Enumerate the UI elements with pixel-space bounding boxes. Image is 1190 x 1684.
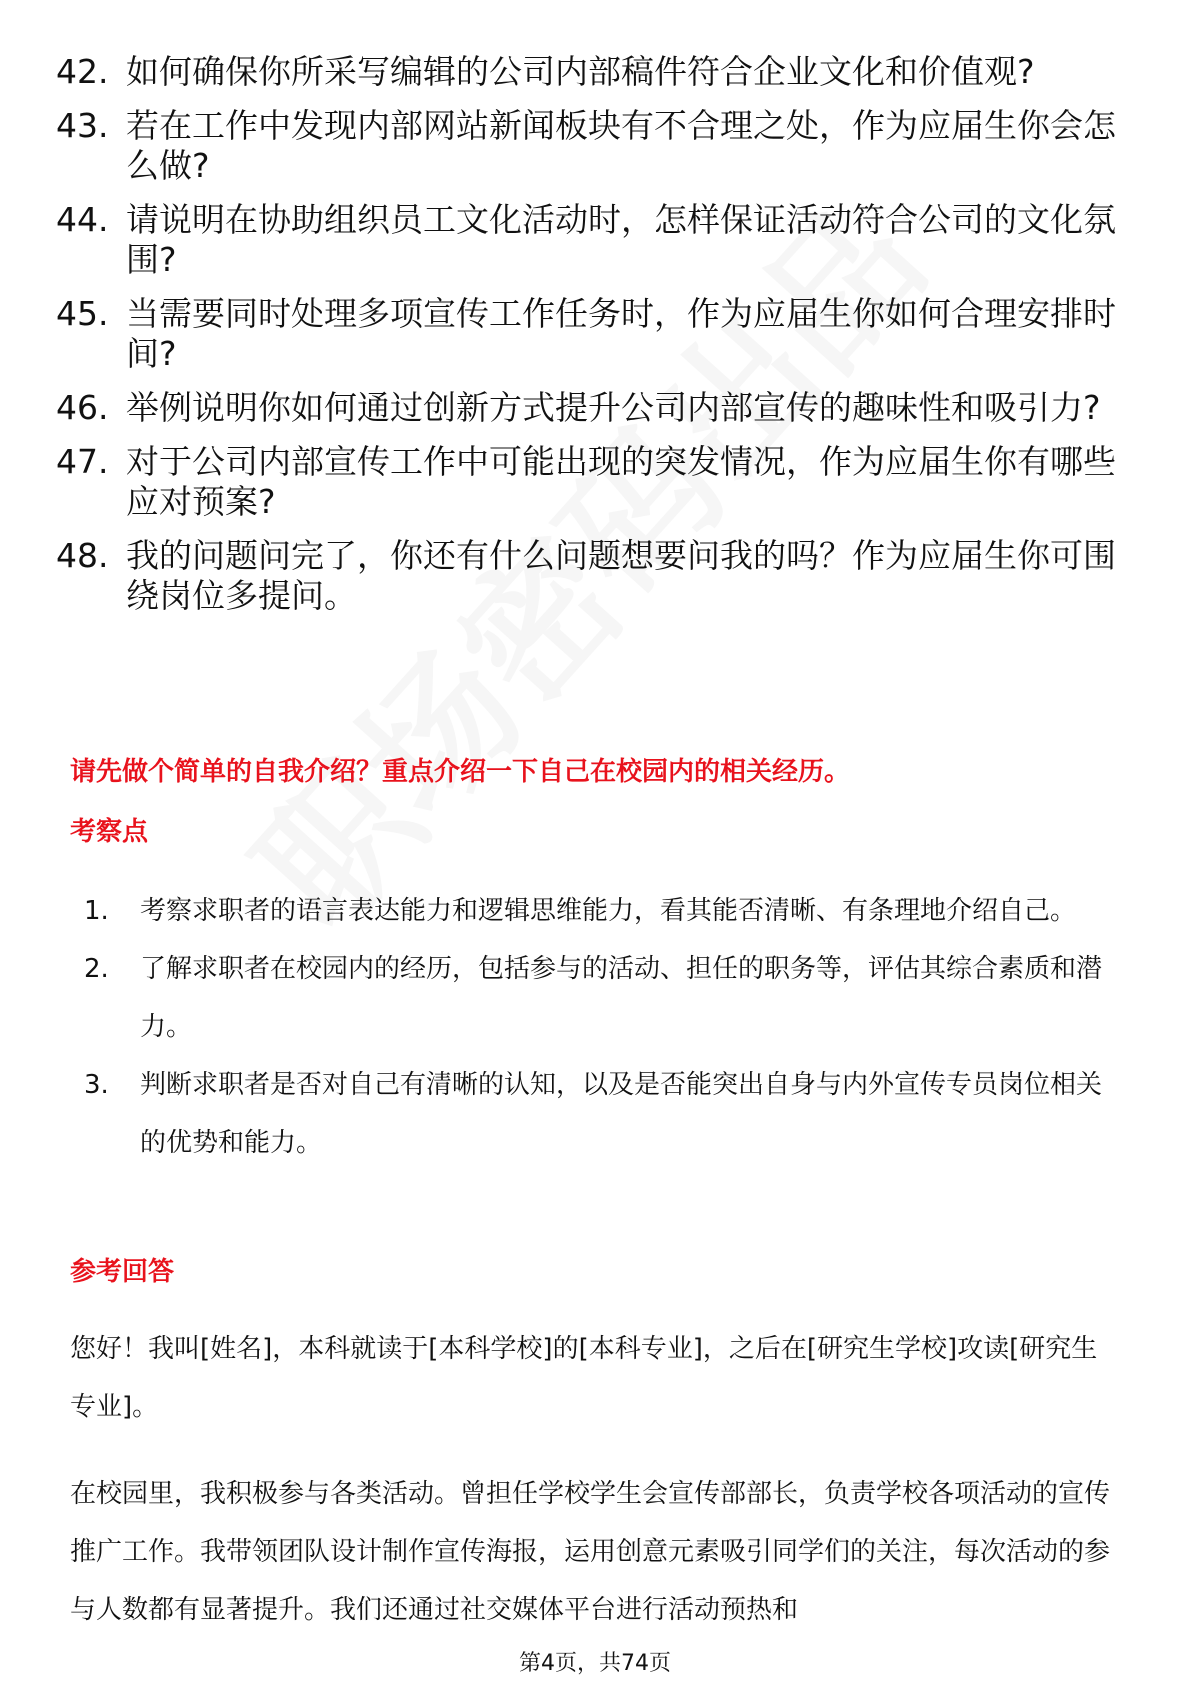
question-number: 44.	[56, 200, 109, 239]
question-list	[56, 52, 1116, 630]
page-footer: 第4页，共74页	[519, 1651, 671, 1676]
section-title-kaocha: 考察点	[70, 817, 149, 847]
point-item	[70, 1056, 1120, 1172]
question-number: 45.	[56, 294, 109, 333]
question-text: 对于公司内部宣传工作中可能出现的突发情况，作为应届生你有哪些应对预案?	[126, 442, 1116, 521]
answer-paragraph: 您好！我叫[姓名]，本科就读于[本科学校]的[本科专业]，之后在[研究生学校]攻读[研究生专业]。	[70, 1334, 1098, 1422]
question-item	[56, 106, 1116, 186]
question-number: 42.	[56, 52, 109, 91]
question-item	[56, 52, 1116, 92]
point-item	[70, 940, 1120, 1056]
question-text: 举例说明你如何通过创新方式提升公司内部宣传的趣味性和吸引力?	[126, 388, 1101, 427]
point-text: 判断求职者是否对自己有清晰的认知，以及是否能突出自身与内外宣传专员岗位相关的优势和能力。	[140, 1070, 1103, 1158]
point-text: 考察求职者的语言表达能力和逻辑思维能力，看其能否清晰、有条理地介绍自己。	[140, 896, 1077, 926]
point-number: 1.	[84, 896, 109, 926]
question-item	[56, 536, 1116, 616]
question-text: 若在工作中发现内部网站新闻板块有不合理之处，作为应届生你会怎么做?	[126, 106, 1116, 185]
point-text: 了解求职者在校园内的经历，包括参与的活动、担任的职务等，评估其综合素质和潜力。	[140, 954, 1103, 1042]
question-item	[56, 294, 1116, 374]
point-number: 2.	[84, 954, 109, 984]
question-text: 如何确保你所采写编辑的公司内部稿件符合企业文化和价值观?	[126, 52, 1035, 91]
question-number: 43.	[56, 106, 109, 145]
question-item	[56, 388, 1116, 428]
question-number: 47.	[56, 442, 109, 481]
question-text: 请说明在协助组织员工文化活动时，怎样保证活动符合公司的文化氛围?	[126, 200, 1116, 279]
question-item	[56, 200, 1116, 280]
question-number: 46.	[56, 388, 109, 427]
point-number: 3.	[84, 1070, 109, 1100]
point-item	[70, 882, 1120, 940]
question-text: 当需要同时处理多项宣传工作任务时，作为应届生你如何合理安排时间?	[126, 294, 1116, 373]
assessment-points	[70, 882, 1120, 1172]
answer-paragraph: 在校园里，我积极参与各类活动。曾担任学校学生会宣传部部长，负责学校各项活动的宣传推广工作。我带领团队设计制作宣传海报，运用创意元素吸引同学们的关注，每次活动的参与人数都有显著提升。我们还通过社交媒体平台进行活动预热和	[70, 1479, 1111, 1625]
highlight-question: 请先做个简单的自我介绍？重点介绍一下自己在校园内的相关经历。	[70, 757, 851, 787]
question-item	[56, 442, 1116, 522]
section-title-answer: 参考回答	[70, 1257, 175, 1287]
question-number: 48.	[56, 536, 109, 575]
question-text: 我的问题问完了，你还有什么问题想要问我的吗？作为应届生你可围绕岗位多提问。	[126, 536, 1116, 615]
